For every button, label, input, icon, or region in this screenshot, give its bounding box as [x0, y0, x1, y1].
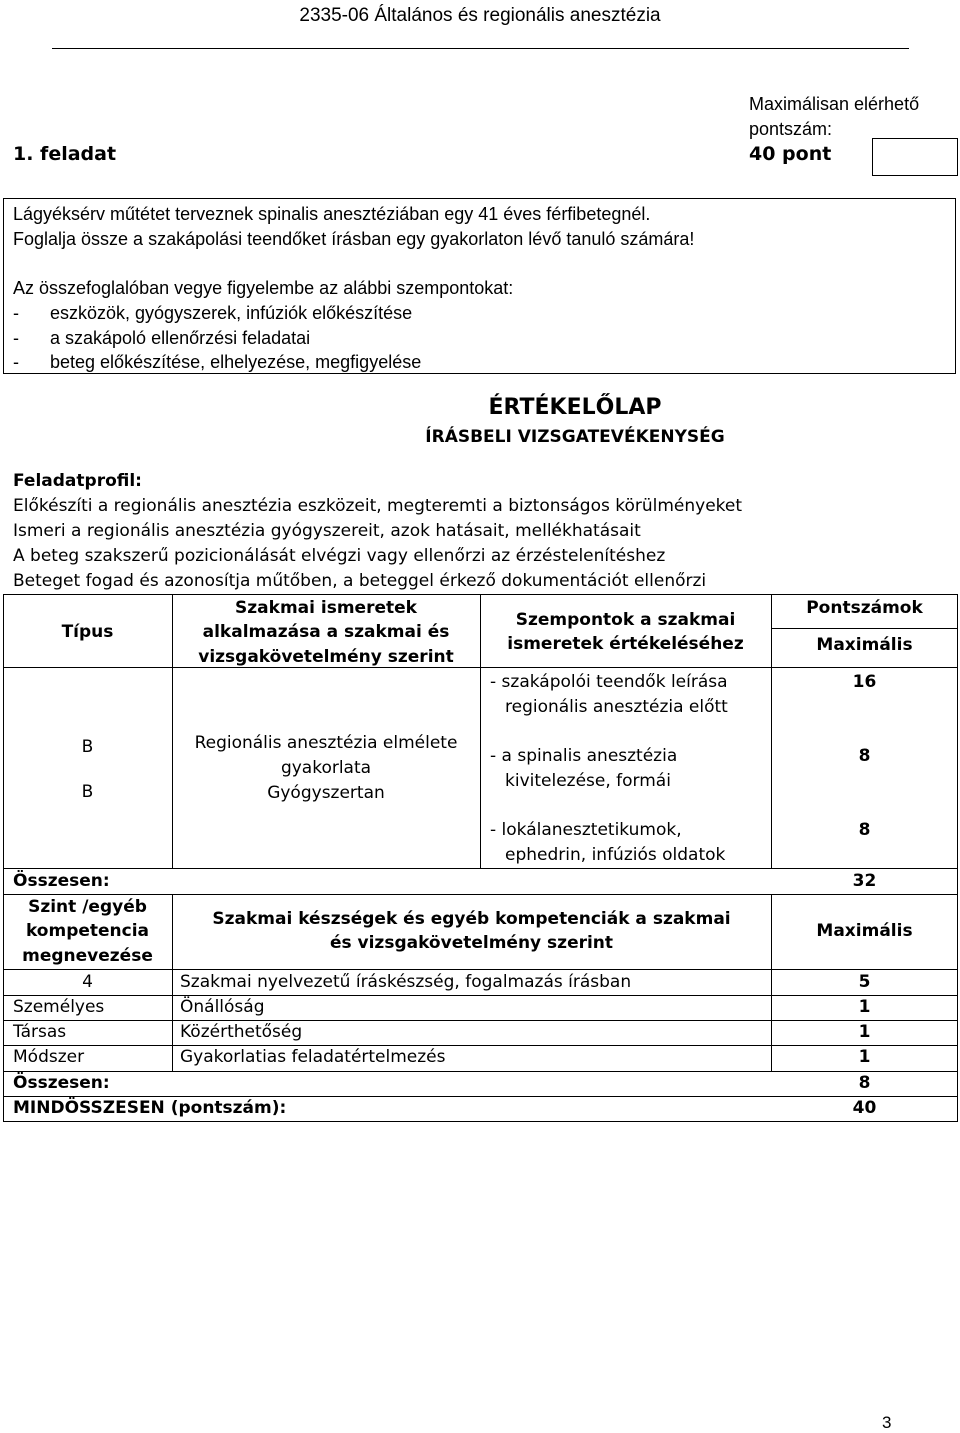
subtotal-value: 8 — [858, 1073, 871, 1093]
task-description-line: Foglalja össze a szakápolási teendőket írásban egy gyakorlaton lévő tanuló számára! — [13, 229, 695, 249]
skill-value: Önállóság — [180, 997, 265, 1017]
skill-value: Gyakorlatias feladatértelmezés — [180, 1047, 446, 1067]
criteria-intro: Az összefoglalóban vegye figyelembe az alábbi szempontokat: — [13, 278, 514, 298]
skill-value: Szakmai nyelvezetű íráskészség, fogalmazás írásban — [180, 972, 632, 992]
col-header-level: megnevezése — [22, 946, 153, 966]
col-header-max: Maximális — [816, 921, 913, 941]
level-value: 4 — [82, 972, 93, 992]
col-header-knowledge: vizsgakövetelmény szerint — [198, 647, 454, 667]
criterion-points: 8 — [858, 820, 871, 840]
profile-line: A beteg szakszerű pozicionálását elvégzi vagy ellenőrzi az érzéstelenítéshez — [13, 546, 666, 566]
criterion-line: kivitelezése, formái — [505, 771, 671, 791]
type-value: B — [81, 782, 94, 802]
criterion-points: 16 — [852, 672, 877, 692]
col-header-max: Maximális — [816, 635, 913, 655]
profile-line: Előkészíti a regionális anesztézia eszközeit, megteremti a biztonságos körülményeket — [13, 496, 743, 516]
knowledge-line: Regionális anesztézia elmélete — [194, 733, 458, 753]
max-points-value: 40 pont — [749, 143, 832, 165]
col-header-points: Pontszámok — [806, 598, 923, 618]
col-header-skills: Szakmai készségek és egyéb kompetenciák a szakmai — [212, 909, 731, 929]
score-entry-box[interactable] — [872, 138, 958, 176]
criteria-item: eszközök, gyógyszerek, infúziók előkészítése — [50, 303, 413, 323]
criterion-points: 8 — [858, 746, 871, 766]
skill-points: 1 — [858, 1022, 871, 1042]
criterion-line: - lokálanesztetikumok, — [490, 820, 682, 840]
list-bullet: - — [13, 328, 19, 348]
level-value: Személyes — [13, 997, 105, 1017]
skill-points: 1 — [858, 1047, 871, 1067]
level-value: Társas — [13, 1022, 67, 1042]
type-value: B — [81, 737, 94, 757]
skill-points: 1 — [858, 997, 871, 1017]
task-description-line: Lágyéksérv műtétet terveznek spinalis anesztéziában egy 41 éves férfibetegnél. — [13, 204, 651, 224]
criterion-line: - a spinalis anesztézia — [490, 746, 678, 766]
col-header-level: Szint /egyéb — [28, 897, 147, 917]
level-value: Módszer — [13, 1047, 85, 1067]
profile-label: Feladatprofil: — [13, 471, 142, 491]
profile-line: Ismeri a regionális anesztézia gyógyszereit, azok hatásait, mellékhatásait — [13, 521, 641, 541]
criteria-item: beteg előkészítése, elhelyezése, megfigyelése — [50, 352, 422, 372]
page-number: 3 — [882, 1413, 892, 1432]
criterion-line: regionális anesztézia előtt — [505, 697, 728, 717]
criterion-line: ephedrin, infúziós oldatok — [505, 845, 726, 865]
list-bullet: - — [13, 303, 19, 323]
col-header-level: kompetencia — [25, 921, 150, 941]
skill-points: 5 — [858, 972, 871, 992]
col-header-criteria: ismeretek értékeléséhez — [507, 634, 744, 654]
criteria-item: a szakápoló ellenőrzési feladatai — [50, 328, 311, 348]
skill-value: Közérthetőség — [180, 1022, 303, 1042]
knowledge-line: gyakorlata — [280, 758, 372, 778]
grand-total-value: 40 — [852, 1098, 877, 1118]
task-description-box — [3, 198, 956, 374]
max-points-label-line2: pontszám: — [749, 119, 833, 139]
max-points-label-line1: Maximálisan elérhető — [749, 94, 920, 114]
col-header-knowledge: Szakmai ismeretek — [235, 598, 417, 618]
criterion-line: - szakápolói teendők leírása — [490, 672, 728, 692]
task-number: 1. feladat — [13, 143, 117, 165]
subtotal-label: Összesen: — [13, 1073, 110, 1093]
grand-total-label: MINDÖSSZESEN (pontszám): — [13, 1098, 287, 1118]
header-divider — [52, 48, 909, 49]
col-header-criteria: Szempontok a szakmai — [515, 610, 736, 630]
page-header-title: 2335-06 Általános és regionális anesztézia — [299, 5, 661, 26]
col-header-skills: és vizsgakövetelmény szerint — [329, 933, 614, 953]
knowledge-line: Gyógyszertan — [267, 783, 385, 803]
eval-title: ÉRTÉKELŐLAP — [488, 395, 662, 420]
subtotal-value: 32 — [852, 871, 877, 891]
eval-subtitle: ÍRÁSBELI VIZSGATEVÉKENYSÉG — [425, 427, 725, 447]
subtotal-label: Összesen: — [13, 871, 110, 891]
profile-line: Beteget fogad és azonosítja műtőben, a beteggel érkező dokumentációt ellenőrzi — [13, 571, 707, 591]
list-bullet: - — [13, 352, 19, 372]
col-header-knowledge: alkalmazása a szakmai és — [202, 622, 450, 642]
col-header-type: Típus — [61, 622, 114, 642]
